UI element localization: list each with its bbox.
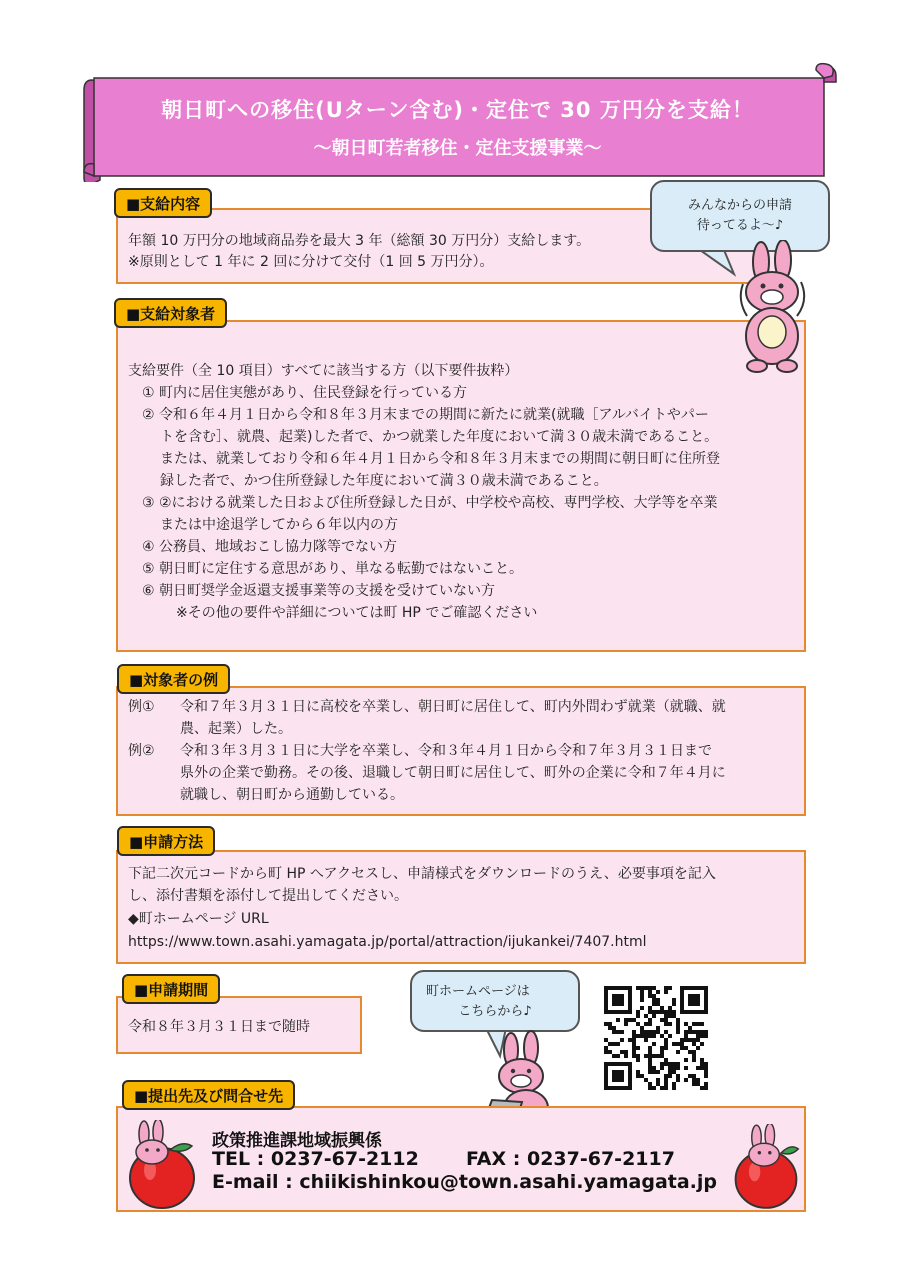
eligibility-line-9: ④ 公務員、地域おこし協力隊等でない方 (142, 539, 397, 555)
bubble-homepage-line-1: 町ホームページは (426, 984, 530, 999)
example-2-line-2: 県外の企業で勤務。その後、退職して朝日町に居住して、町外の企業に令和７年４月に (180, 765, 726, 781)
eligibility-line-6: 録した者で、かつ住所登録した年度において満３０歳未満であること。 (160, 473, 608, 489)
section-application-method-label: ■申請方法 (117, 826, 215, 856)
section-benefit-label: ■支給内容 (114, 188, 212, 218)
section-contact-label: ■提出先及び問合せ先 (122, 1080, 295, 1110)
bubble-waiting-line-1: みんなからの申請 (687, 198, 792, 213)
eligibility-line-12: ※その他の要件や詳細については町 HP でご確認ください (176, 605, 538, 621)
method-line-2: し、添付書類を添付して提出してください。 (128, 888, 408, 904)
page-subtitle: ～朝日町若者移住・定住支援事業～ (313, 138, 602, 159)
example-1-line-2: 農、起業）した。 (180, 721, 292, 737)
contact-department: 政策推進課地域振興係 (212, 1131, 382, 1151)
eligibility-line-3: ② 令和６年４月１日から令和８年３月末までの期間に新たに就業(就職［アルバイトやパー (142, 407, 709, 423)
bubble-homepage-line-2: こちらから♪ (458, 1004, 532, 1019)
town-homepage-url[interactable]: https://www.town.asahi.yamagata.jp/portal/attraction/ijukankei/7407.html (128, 934, 647, 950)
eligibility-line-10: ⑤ 朝日町に定住する意思があり、単なる転勤ではないこと。 (142, 561, 523, 577)
section-eligibility-label: ■支給対象者 (114, 298, 227, 328)
example-2-line-1: 令和３年３月３１日に大学を卒業し、令和３年４月１日から令和７年３月３１日まで (180, 743, 712, 759)
example-1-label: 例① (128, 699, 155, 715)
page-title: 朝日町への移住(Uターン含む)・定住で 30 万円分を支給！ (161, 98, 754, 122)
example-2-line-3: 就職し、朝日町から通勤している。 (180, 787, 404, 803)
benefit-line-2: ※原則として 1 年に 2 回に分けて交付（1 回 5 万円分）。 (128, 254, 494, 270)
period-text: 令和８年３月３１日まで随時 (128, 1019, 310, 1035)
method-line-1: 下記二次元コードから町 HP へアクセスし、申請様式をダウンロードのうえ、必要事項を記入 (128, 866, 716, 882)
eligibility-line-4: トを含む］、就農、起業)した者で、かつ就業した年度において満３０歳未満であること。 (160, 429, 719, 445)
eligibility-line-2: ① 町内に居住実態があり、住民登録を行っている方 (142, 385, 467, 401)
contact-email[interactable]: E-mail : chiikishinkou@town.asahi.yamagata.jp (212, 1171, 718, 1193)
qr-code-icon (604, 986, 708, 1090)
section-application-period-label: ■申請期間 (122, 974, 220, 1004)
apple-rabbit-icon (122, 1120, 202, 1210)
eligibility-line-11: ⑥ 朝日町奨学金返還支援事業等の支援を受けていない方 (142, 583, 495, 599)
section-examples-label: ■対象者の例 (117, 664, 230, 694)
example-1-line-1: 令和７年３月３１日に高校を卒業し、朝日町に居住して、町内外問わず就業（就職、就 (180, 699, 726, 715)
bubble-waiting-line-2: 待ってるよ～♪ (696, 218, 784, 233)
eligibility-line-8: または中途退学してから６年以内の方 (160, 517, 398, 533)
eligibility-line-7: ③ ②における就業した日および住所登録した日が、中学校や高校、専門学校、大学等を卒業 (142, 495, 718, 511)
eligibility-line-1: 支給要件（全 10 項目）すべてに該当する方（以下要件抜粋） (128, 363, 519, 379)
method-line-3: ◆町ホームページ URL (128, 911, 269, 927)
rabbit-mascot-icon (735, 240, 810, 375)
speech-bubble-homepage (410, 970, 580, 1032)
contact-fax: FAX : 0237-67-2117 (466, 1148, 675, 1170)
example-2-label: 例② (128, 743, 155, 759)
eligibility-line-5: または、就業しており令和６年４月１日から令和８年３月末までの期間に朝日町に住所登 (160, 451, 720, 467)
benefit-line-1: 年額 10 万円分の地域商品券を最大 3 年（総額 30 万円分）支給します。 (128, 233, 591, 249)
apple-rabbit-icon (728, 1124, 804, 1210)
contact-tel: TEL : 0237-67-2112 (212, 1148, 419, 1170)
